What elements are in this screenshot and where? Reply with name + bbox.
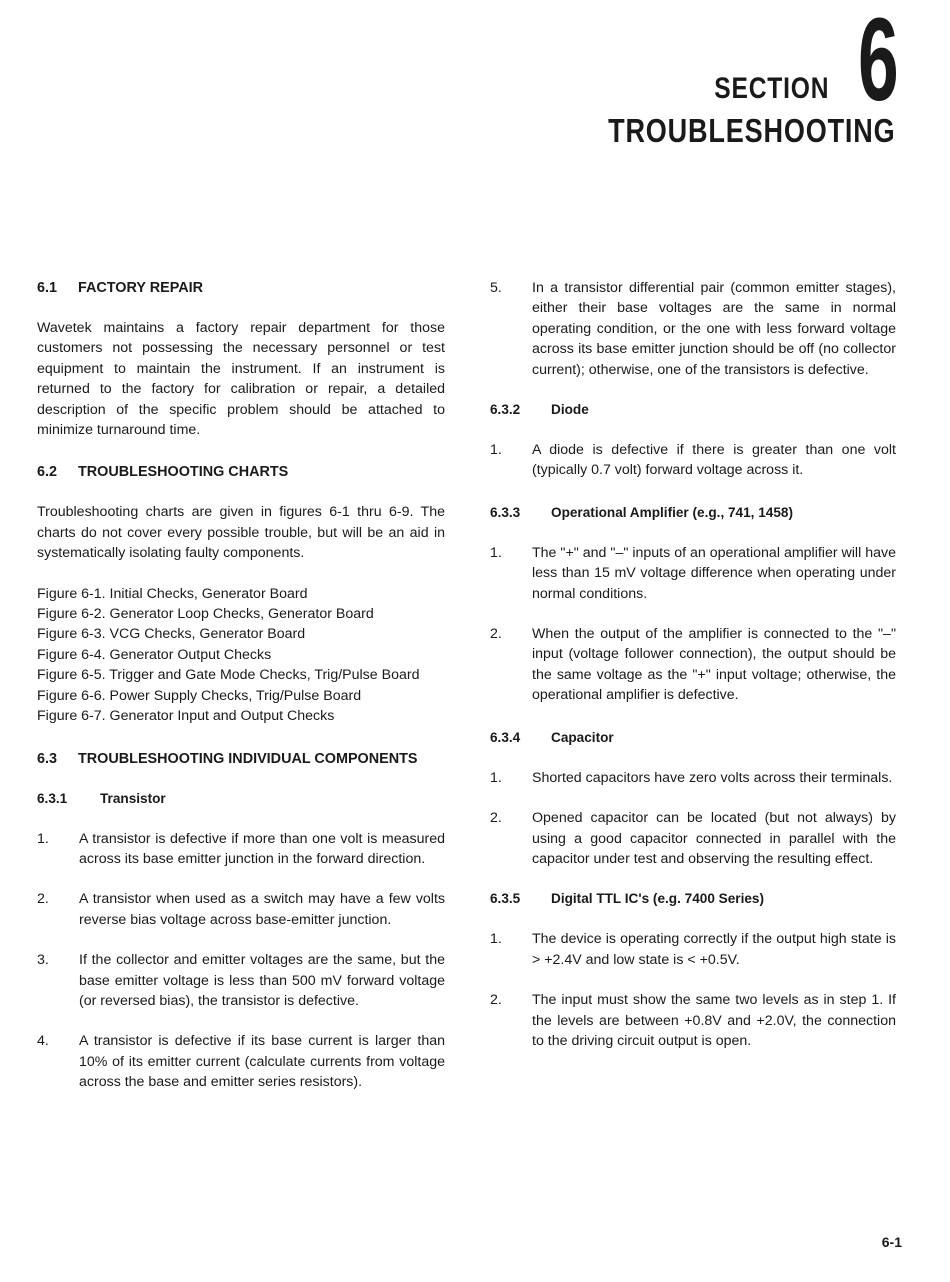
list-item: 2. Opened capacitor can be located (but not always) by using a good capacitor connected in parallel with the capacitor under test and observing the resulting effect. <box>490 810 896 867</box>
list-item: 3. If the collector and emitter voltages are the same, but the base emitter voltage is less than 500 mV forward voltage (or reversed bias), the transistor is defective. <box>37 952 445 1009</box>
heading-6-3-5: 6.3.5 Digital TTL IC's (e.g. 7400 Series) <box>490 891 764 907</box>
heading-6-3: 6.3 TROUBLESHOOTING INDIVIDUAL COMPONENTS <box>37 750 418 767</box>
list-item: 4. A transistor is defective if its base current is larger than 10% of its emitter current (calculate currents from voltage across the base and emitter series resistors). <box>37 1033 445 1091</box>
list-item: Figure 6-3. VCG Checks, Generator Board <box>37 626 306 643</box>
list-item: 2. The input must show the same two levels as in step 1. If the levels are between +0.8V and +2.0V, the connection to the driving circuit output is open. <box>490 992 896 1049</box>
list-item: Figure 6-4. Generator Output Checks <box>37 646 272 663</box>
left-column <box>37 278 445 1093</box>
list-item: 1. The "+" and "–" inputs of an operational amplifier will have less than 15 mV voltage difference when operating under normal conditions. <box>490 544 896 602</box>
list-item: 1. A transistor is defective if more than one volt is measured across its base emitter junction in the forward direction. <box>37 830 445 867</box>
list-item: 2. When the output of the amplifier is connected to the "–" input (voltage follower connection), the output should be the same voltage as the "+" input voltage; otherwise, the operational amplifier is defective. <box>490 626 896 704</box>
section-word: SECTION <box>714 72 830 106</box>
list-item: Figure 6-2. Generator Loop Checks, Generator Board <box>37 606 374 623</box>
page-number: 6-1 <box>881 1234 902 1250</box>
list-item: Figure 6-1. Initial Checks, Generator Board <box>37 585 308 602</box>
paragraph-factory-repair: Wavetek maintains a factory repair department for those customers not possessing the necessary personnel or test equipment to maintain the instrument. If an instrument is returned to the factory for calibration or repair, a detailed description of the specific problem should be attached to minimize turnaround time. <box>37 320 445 439</box>
heading-6-1: 6.1 FACTORY REPAIR <box>37 280 204 296</box>
heading-6-3-4: 6.3.4 Capacitor <box>490 729 614 745</box>
paragraph-troubleshooting-charts: Troubleshooting charts are given in figures 6-1 thru 6-9. The charts do not cover every possible trouble, but will be an aid in systematically isolating faulty components. <box>37 504 445 562</box>
list-item: 1. A diode is defective if there is greater than one volt (typically 0.7 volt) forward voltage across it. <box>490 442 896 479</box>
heading-6-2: 6.2 TROUBLESHOOTING CHARTS <box>37 464 289 481</box>
list-item: 1. The device is operating correctly if the output high state is > +2.4V and low state is < +0.5V. <box>490 931 896 968</box>
list-item: 1. Shorted capacitors have zero volts across their terminals. <box>490 769 893 786</box>
right-column <box>490 278 896 1051</box>
heading-6-3-2: 6.3.2 Diode <box>490 402 589 418</box>
list-item: 5. In a transistor differential pair (common emitter stages), either their base voltages are the same in normal operating condition, or the one with less forward voltage across its base emitter junction should be off (no collector current); otherwise, one of the transistors is defective. <box>490 280 896 378</box>
chapter-title: TROUBLESHOOTING <box>607 112 895 150</box>
list-item: Figure 6-5. Trigger and Gate Mode Checks, Trig/Pulse Board <box>37 667 420 684</box>
list-item: 2. A transistor when used as a switch may have a few volts reverse bias voltage across base-emitter junction. <box>37 891 445 928</box>
heading-6-3-1: 6.3.1 Transistor <box>37 790 166 806</box>
heading-6-3-3: 6.3.3 Operational Amplifier (e.g., 741, 1458) <box>490 504 793 520</box>
figure-list <box>37 584 445 727</box>
section-label <box>545 0 899 126</box>
list-item: Figure 6-7. Generator Input and Output Checks <box>37 708 335 725</box>
section-number: 6 <box>858 0 899 126</box>
section-header <box>545 0 899 150</box>
list-item: Figure 6-6. Power Supply Checks, Trig/Pulse Board <box>37 687 362 704</box>
